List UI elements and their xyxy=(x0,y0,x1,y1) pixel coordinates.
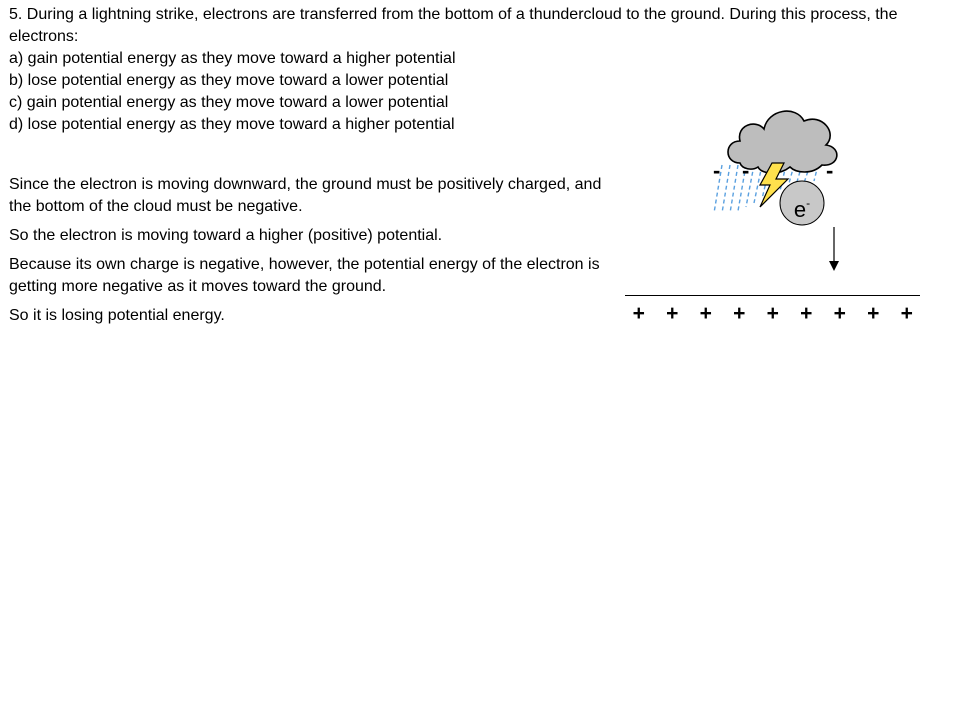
ground-charge: + xyxy=(766,302,779,325)
ground-charge: + xyxy=(666,302,679,325)
option-c: c) gain potential energy as they move toward a lower potential xyxy=(9,94,449,111)
cloud-charge-3: - xyxy=(826,158,834,183)
ground-charge: + xyxy=(699,302,712,325)
electron-symbol: e xyxy=(793,197,807,222)
explanation-block xyxy=(9,174,615,334)
electron-label xyxy=(780,181,824,232)
explanation-paragraph-2: So the electron is moving toward a higher (positive) potential. xyxy=(9,227,443,244)
ground-charge: + xyxy=(733,302,746,325)
ground-charge: + xyxy=(833,302,846,325)
cloud-charge-1: - xyxy=(713,158,721,183)
cloud-charge-2: - xyxy=(742,158,750,183)
ground-charge: + xyxy=(632,302,645,325)
option-a: a) gain potential energy as they move toward a higher potential xyxy=(9,50,456,67)
ground-charge: + xyxy=(800,302,813,325)
ground-charge: + xyxy=(867,302,880,325)
ground-charge: + xyxy=(900,302,913,325)
down-arrow-icon xyxy=(829,227,839,271)
ground-line xyxy=(625,295,920,296)
explanation-paragraph-1: Since the electron is moving downward, the ground must be positively charged, and the bottom of the cloud must be negative. xyxy=(9,176,602,215)
explanation-paragraph-4: So it is losing potential energy. xyxy=(9,307,225,324)
ground-charges xyxy=(622,302,924,326)
option-b: b) lose potential energy as they move toward a lower potential xyxy=(9,72,449,89)
explanation-paragraph-3: Because its own charge is negative, however, the potential energy of the electron is getting more negative as it moves toward the ground. xyxy=(9,256,600,295)
electron-superscript: - xyxy=(806,196,811,210)
question-text: 5. During a lightning strike, electrons are transferred from the bottom of a thundercloud to the ground. During this process, the electrons: xyxy=(9,6,898,45)
option-d: d) lose potential energy as they move toward a higher potential xyxy=(9,116,455,133)
